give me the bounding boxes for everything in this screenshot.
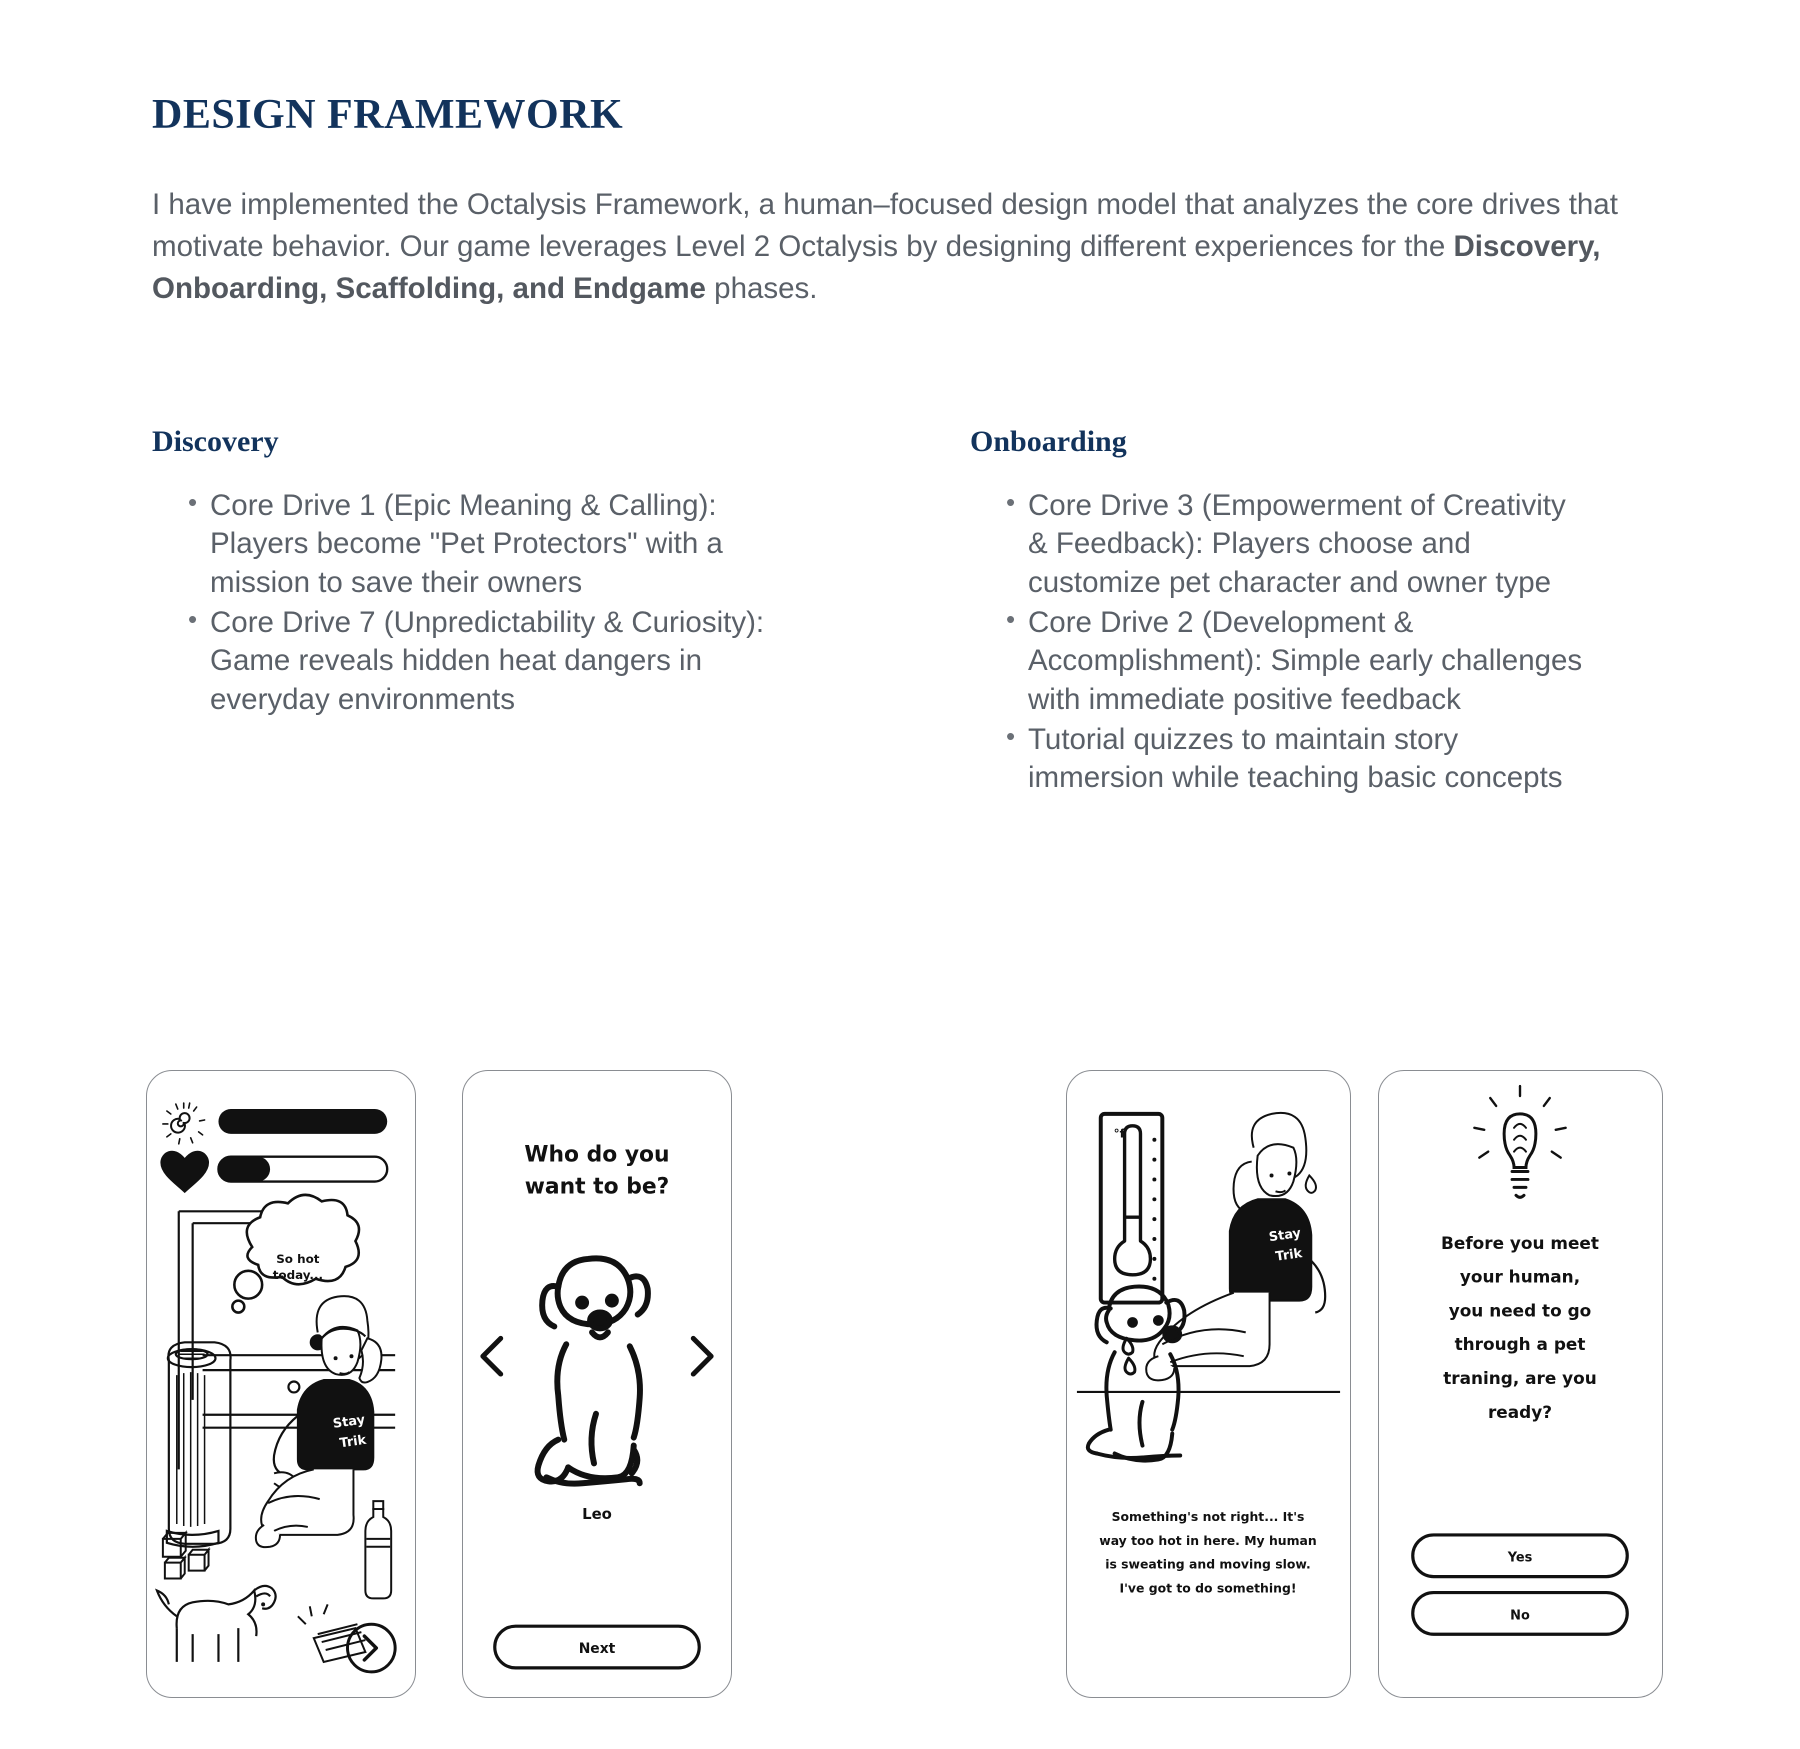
list-item: • Tutorial quizzes to maintain story immersion while teaching basic concepts [1008,721,1588,798]
list-item: • Core Drive 7 (Unpredictability & Curiosity): Game reveals hidden heat dangers in everyday environments [190,604,770,719]
phase-columns [152,425,1662,800]
next-button [495,1626,699,1668]
bullet-list-onboarding [970,487,1662,798]
lightbulb-icon [1474,1086,1565,1197]
mockup-heat-alert-screen[interactable] [1066,1070,1351,1698]
page-header [152,92,1652,310]
chevron-left-icon [483,1338,501,1374]
no-button-label: No [1510,1608,1530,1624]
no-button [1413,1593,1627,1635]
shirt-text-line2: Trik [338,1432,368,1452]
question-line1: Who do you [524,1142,670,1168]
caption-line-2: way too hot in here. My human [1099,1532,1317,1548]
bullet-list-discovery [152,487,907,719]
shirt-text-line1: Stay [1268,1225,1302,1246]
yes-button [1413,1535,1627,1577]
sun-icon [163,1103,205,1144]
shirt-text-line1: Stay [332,1412,366,1432]
caption-block [1099,1509,1317,1595]
mockup-training-prompt-screen[interactable] [1378,1070,1663,1698]
section-title-onboarding: Onboarding [970,425,1127,458]
prompt-line-6: ready? [1487,1401,1553,1422]
list-item: • Core Drive 1 (Epic Meaning & Calling): Players become "Pet Protectors" with a mission to save their owners [190,487,770,602]
chevron-right-icon [693,1338,711,1374]
yes-button-label: Yes [1507,1550,1533,1566]
list-item: • Core Drive 2 (Development & Accomplishment): Simple early challenges with immediate positive feedback [1008,604,1588,719]
intro-paragraph [152,184,1618,310]
list-item: • Core Drive 3 (Empowerment of Creativity & Feedback): Players choose and customize pet character and owner type [1008,487,1588,602]
question-line2: want to be? [524,1174,670,1200]
section-title-discovery: Discovery [152,425,279,458]
speech-bubble-line2: today... [272,1267,324,1282]
column-discovery [152,425,907,800]
page-title: DESIGN FRAMEWORK [152,92,624,138]
caption-line-4: I've got to do something! [1119,1580,1297,1596]
speech-bubble-line1: So hot [276,1251,320,1266]
next-circle-button [348,1624,396,1672]
mockup-character-select-screen[interactable] [462,1070,732,1698]
thermometer-unit-label: °f [1113,1126,1125,1141]
caption-line-1: Something's not right... It's [1111,1509,1305,1525]
prompt-line-3: you need to go [1448,1300,1592,1321]
heart-icon [161,1151,209,1192]
prompt-block [1441,1233,1599,1422]
prompt-line-2: your human, [1459,1266,1581,1287]
prompt-line-5: traning, are you [1443,1368,1597,1388]
caption-line-3: is sweating and moving slow. [1105,1556,1311,1572]
next-button-label: Next [578,1640,616,1657]
column-onboarding [907,425,1662,800]
prompt-line-1: Before you meet [1441,1232,1599,1253]
mockup-discovery-scene-screen[interactable] [146,1070,416,1698]
intro-phases-bold: Discovery, Onboarding, Scaffolding, and Endgame [152,230,1601,305]
shirt-text-line2: Trik [1274,1246,1304,1265]
intro-text-before: I have implemented the Octalysis Framework, a human–focused design model that analyzes the core drives that motivate behavior. Our game leverages Level 2 Octalysis by designing different experiences for the [152,188,1618,264]
health-meter-bar [218,1157,387,1182]
pet-name-label: Leo [582,1504,612,1523]
intro-text-after: phases. [705,271,818,305]
prompt-line-4: through a pet [1454,1334,1586,1355]
heat-meter-bar [218,1109,387,1134]
